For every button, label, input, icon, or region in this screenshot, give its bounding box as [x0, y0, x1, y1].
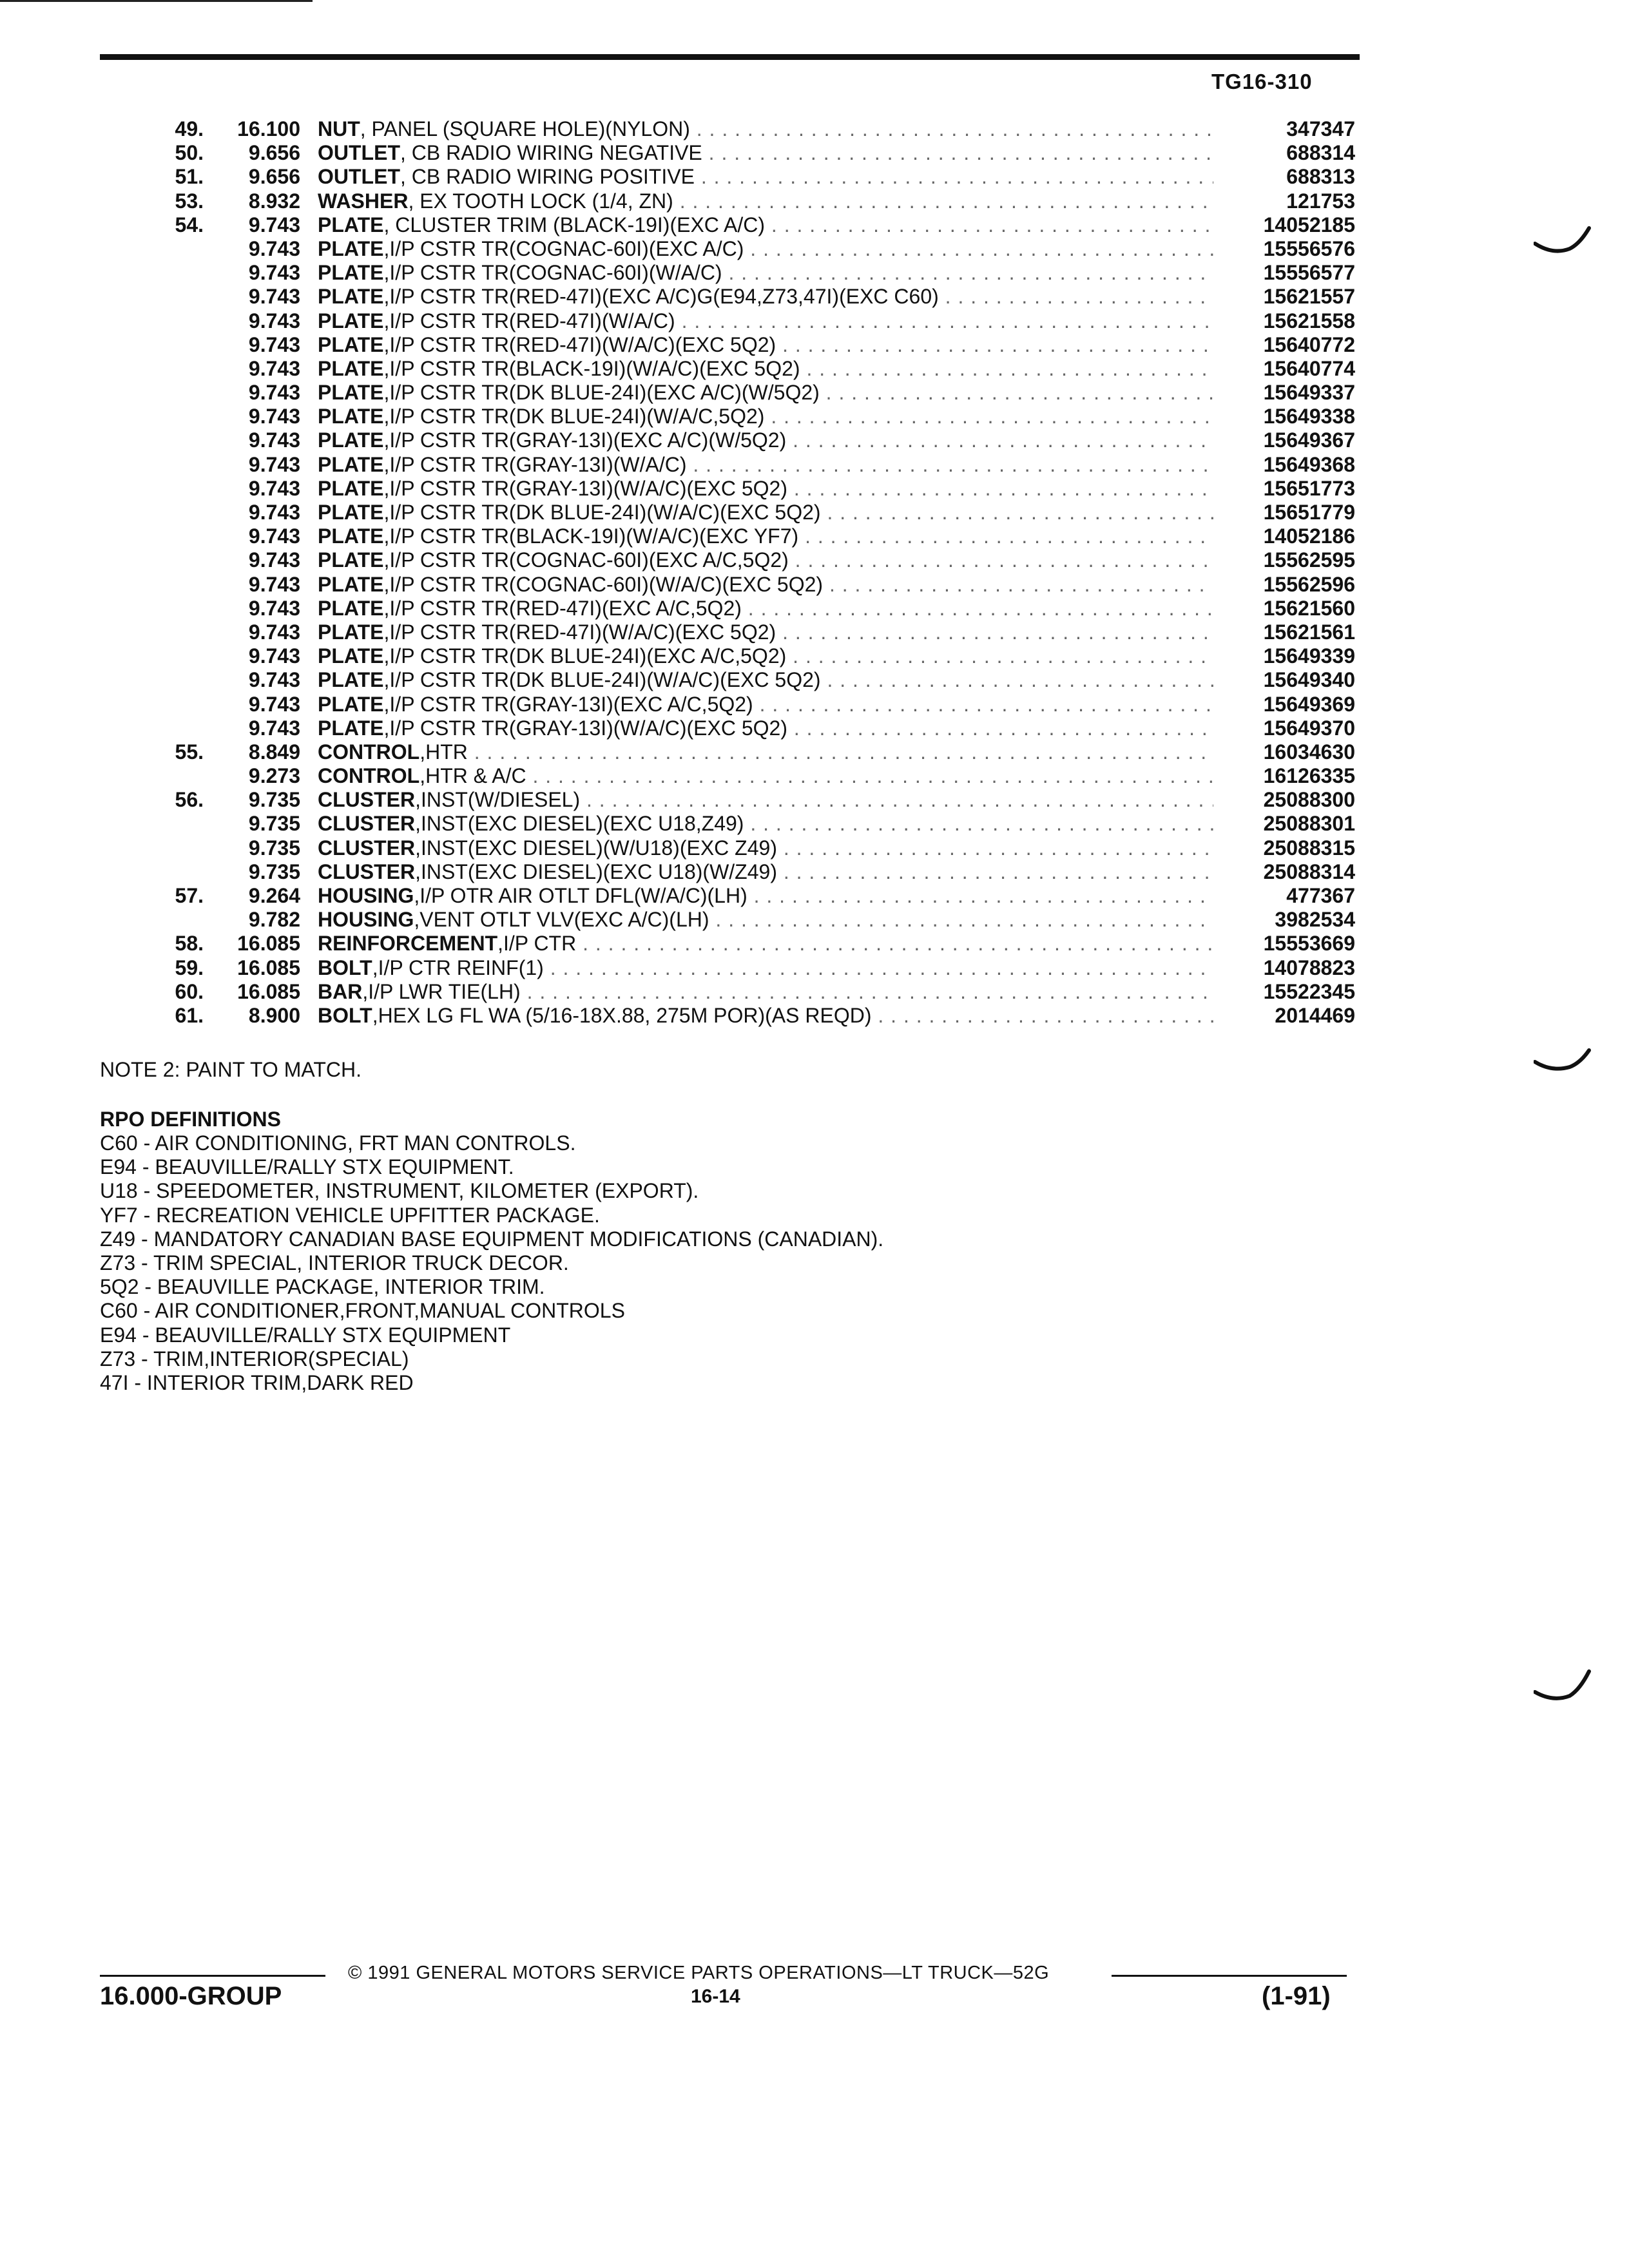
part-description	[318, 213, 1213, 237]
top-edge-rule	[0, 0, 313, 2]
rpo-definition: 47I - INTERIOR TRIM,DARK RED	[100, 1370, 414, 1394]
part-name: PLATE	[318, 476, 384, 500]
part-description	[318, 237, 1213, 261]
part-name: PLATE	[318, 548, 384, 572]
part-description	[318, 573, 1213, 597]
part-description	[318, 1004, 1213, 1028]
part-name: PLATE	[318, 236, 384, 260]
part-description	[318, 141, 1213, 165]
part-group-number: 9.264	[248, 884, 300, 907]
part-row	[0, 117, 1629, 141]
part-group-number: 9.743	[248, 524, 300, 548]
part-group-number: 9.743	[248, 452, 300, 476]
rpo-definition: E94 - BEAUVILLE/RALLY STX EQUIPMENT.	[100, 1155, 514, 1179]
part-ref-number: 50.	[175, 141, 204, 165]
part-description	[318, 884, 1213, 908]
part-detail: ,I/P CSTR TR(COGNAC-60I)(EXC A/C)	[383, 236, 744, 260]
part-number: 15651779	[1263, 501, 1355, 524]
part-description	[318, 908, 1213, 932]
part-description	[318, 381, 1213, 405]
part-row	[0, 788, 1629, 812]
part-row	[0, 740, 1629, 764]
part-group-number: 9.743	[248, 596, 300, 620]
part-description	[318, 980, 1213, 1004]
part-group-number: 9.743	[248, 213, 300, 236]
part-row	[0, 237, 1629, 261]
part-name: BAR	[318, 979, 363, 1003]
part-detail: ,I/P CSTR TR(COGNAC-60I)(W/A/C)(EXC 5Q2)	[383, 572, 824, 596]
part-number: 3982534	[1275, 908, 1355, 932]
part-detail: ,I/P CSTR TR(DK BLUE-24I)(EXC A/C)(W/5Q2)	[383, 381, 820, 405]
part-group-number: 9.743	[248, 381, 300, 405]
part-description	[318, 117, 1213, 141]
part-detail: ,I/P OTR AIR OTLT DFL(W/A/C)(LH)	[414, 884, 747, 907]
part-description	[318, 740, 1213, 764]
part-name: CONTROL	[318, 764, 420, 788]
part-group-number: 16.100	[237, 117, 300, 140]
part-detail: , EX TOOTH LOCK (1/4, ZN)	[408, 189, 673, 213]
part-name: PLATE	[318, 261, 384, 285]
part-detail: ,I/P CSTR TR(DK BLUE-24I)(W/A/C)(EXC 5Q2)	[383, 668, 821, 692]
part-number: 15649368	[1263, 452, 1355, 476]
part-name: HOUSING	[318, 908, 414, 932]
part-row	[0, 453, 1629, 477]
part-group-number: 9.743	[248, 548, 300, 572]
check-mark-icon	[1534, 1045, 1592, 1077]
part-number: 15649370	[1263, 716, 1355, 740]
rpo-definition: E94 - BEAUVILLE/RALLY STX EQUIPMENT	[100, 1323, 511, 1347]
part-name: PLATE	[318, 620, 384, 644]
part-description	[318, 405, 1213, 428]
part-group-number: 9.743	[248, 309, 300, 332]
part-row	[0, 597, 1629, 620]
part-description	[318, 812, 1213, 836]
part-detail: ,INST(EXC DIESEL)(W/U18)(EXC Z49)	[415, 836, 777, 860]
part-group-number: 9.743	[248, 620, 300, 644]
part-group-number: 9.743	[248, 692, 300, 716]
part-name: PLATE	[318, 405, 384, 428]
part-description	[318, 620, 1213, 644]
check-mark-icon	[1534, 226, 1592, 258]
part-description	[318, 261, 1213, 285]
part-row	[0, 860, 1629, 884]
part-detail: ,HTR	[419, 740, 468, 764]
part-group-number: 9.743	[248, 668, 300, 692]
part-description	[318, 501, 1213, 524]
part-row	[0, 141, 1629, 165]
part-name: PLATE	[318, 213, 384, 236]
part-ref-number: 57.	[175, 884, 204, 907]
part-name: PLATE	[318, 356, 384, 380]
part-row	[0, 884, 1629, 908]
part-number: 15621560	[1263, 596, 1355, 620]
part-name: PLATE	[318, 716, 384, 740]
part-group-number: 9.743	[248, 644, 300, 668]
part-group-number: 9.735	[248, 860, 300, 883]
part-detail: ,I/P LWR TIE(LH)	[362, 979, 521, 1003]
part-group-number: 9.743	[248, 285, 300, 309]
part-group-number: 9.656	[248, 165, 300, 189]
part-detail: ,I/P CSTR TR(RED-47I)(W/A/C)(EXC 5Q2)	[383, 620, 776, 644]
part-name: PLATE	[318, 572, 384, 596]
part-number: 15562596	[1263, 572, 1355, 596]
part-group-number: 9.735	[248, 788, 300, 812]
part-description	[318, 428, 1213, 452]
part-number: 15649340	[1263, 668, 1355, 692]
part-detail: , PANEL (SQUARE HOLE)(NYLON)	[360, 117, 690, 140]
part-number: 347347	[1286, 117, 1355, 140]
rpo-definitions-list	[100, 1131, 883, 1395]
part-description	[318, 477, 1213, 501]
part-name: PLATE	[318, 381, 384, 405]
part-description	[318, 764, 1213, 788]
part-detail: ,I/P CSTR TR(GRAY-13I)(EXC A/C)(W/5Q2)	[383, 428, 787, 452]
part-group-number: 16.085	[237, 956, 300, 979]
part-group-number: 9.735	[248, 836, 300, 860]
part-description	[318, 548, 1213, 572]
part-ref-number: 49.	[175, 117, 204, 140]
part-number: 121753	[1286, 189, 1355, 213]
rpo-definition: YF7 - RECREATION VEHICLE UPFITTER PACKAGE.	[100, 1203, 600, 1227]
part-group-number: 8.932	[248, 189, 300, 213]
part-ref-number: 59.	[175, 956, 204, 979]
part-row	[0, 764, 1629, 788]
part-name: WASHER	[318, 189, 409, 213]
part-detail: ,I/P CSTR TR(GRAY-13I)(W/A/C)(EXC 5Q2)	[383, 476, 787, 500]
part-description	[318, 309, 1213, 333]
part-number: 15522345	[1263, 979, 1355, 1003]
part-group-number: 9.743	[248, 236, 300, 260]
part-description	[318, 357, 1213, 381]
part-name: CLUSTER	[318, 860, 416, 883]
part-number: 25088315	[1263, 836, 1355, 860]
part-description	[318, 860, 1213, 884]
part-name: PLATE	[318, 332, 384, 356]
part-number: 14052185	[1263, 213, 1355, 236]
part-number: 15621557	[1263, 285, 1355, 309]
part-number: 15649339	[1263, 644, 1355, 668]
check-mark-icon	[1534, 1669, 1592, 1707]
part-group-number: 9.656	[248, 141, 300, 165]
part-row	[0, 333, 1629, 357]
part-description	[318, 285, 1213, 309]
part-name: OUTLET	[318, 141, 400, 165]
rpo-definition: Z73 - TRIM SPECIAL, INTERIOR TRUCK DECOR.	[100, 1251, 569, 1274]
part-description	[318, 693, 1213, 716]
part-group-number: 9.743	[248, 356, 300, 380]
part-name: BOLT	[318, 956, 372, 979]
part-number: 15556576	[1263, 236, 1355, 260]
part-name: PLATE	[318, 501, 384, 524]
part-row	[0, 836, 1629, 860]
parts-list	[0, 117, 1629, 1028]
part-group-number: 9.273	[248, 764, 300, 788]
part-name: REINFORCEMENT	[318, 932, 498, 956]
part-detail: ,I/P CSTR TR(DK BLUE-24I)(EXC A/C,5Q2)	[383, 644, 787, 668]
part-row	[0, 716, 1629, 740]
part-row	[0, 261, 1629, 285]
part-row	[0, 932, 1629, 956]
part-number: 15556577	[1263, 261, 1355, 285]
part-group-number: 9.735	[248, 812, 300, 836]
part-description	[318, 956, 1213, 980]
part-group-number: 9.743	[248, 405, 300, 428]
part-detail: ,VENT OTLT VLV(EXC A/C)(LH)	[414, 908, 709, 932]
part-detail: ,I/P CSTR TR(GRAY-13I)(W/A/C)(EXC 5Q2)	[383, 716, 787, 740]
note: NOTE 2: PAINT TO MATCH.	[100, 1058, 361, 1081]
part-detail: ,I/P CSTR TR(DK BLUE-24I)(W/A/C)(EXC 5Q2)	[383, 501, 821, 524]
part-number: 16034630	[1263, 740, 1355, 764]
header-rule	[100, 54, 1360, 60]
part-number: 15621561	[1263, 620, 1355, 644]
part-detail: ,I/P CSTR TR(RED-47I)(W/A/C)	[383, 309, 675, 332]
rpo-definition: U18 - SPEEDOMETER, INSTRUMENT, KILOMETER (EXPORT).	[100, 1179, 699, 1203]
part-group-number: 16.085	[237, 979, 300, 1003]
part-description	[318, 189, 1213, 213]
part-name: CONTROL	[318, 740, 420, 764]
part-row	[0, 477, 1629, 501]
part-number: 688313	[1286, 165, 1355, 189]
part-row	[0, 309, 1629, 333]
part-group-number: 9.743	[248, 501, 300, 524]
part-number: 15640772	[1263, 332, 1355, 356]
part-name: PLATE	[318, 596, 384, 620]
part-name: PLATE	[318, 428, 384, 452]
part-detail: ,INST(EXC DIESEL)(EXC U18,Z49)	[415, 812, 744, 836]
part-number: 688314	[1286, 141, 1355, 165]
part-name: PLATE	[318, 668, 384, 692]
part-group-number: 9.743	[248, 332, 300, 356]
part-group-number: 8.849	[248, 740, 300, 764]
part-description	[318, 453, 1213, 477]
part-number: 25088314	[1263, 860, 1355, 883]
part-row	[0, 620, 1629, 644]
part-name: PLATE	[318, 309, 384, 332]
part-row	[0, 980, 1629, 1004]
part-ref-number: 54.	[175, 213, 204, 236]
part-name: BOLT	[318, 1003, 372, 1027]
part-description	[318, 644, 1213, 668]
part-ref-number: 58.	[175, 932, 204, 956]
part-description	[318, 932, 1213, 956]
part-group-number: 9.743	[248, 572, 300, 596]
part-description	[318, 524, 1213, 548]
part-detail: ,I/P CSTR TR(RED-47I)(EXC A/C,5Q2)	[383, 596, 742, 620]
part-group-number: 9.782	[248, 908, 300, 932]
part-ref-number: 51.	[175, 165, 204, 189]
part-row	[0, 548, 1629, 572]
part-number: 15649337	[1263, 381, 1355, 405]
part-number: 14078823	[1263, 956, 1355, 979]
part-group-number: 9.743	[248, 476, 300, 500]
part-group-number: 9.743	[248, 428, 300, 452]
part-group-number: 9.743	[248, 261, 300, 285]
part-name: HOUSING	[318, 884, 414, 907]
part-name: PLATE	[318, 692, 384, 716]
part-detail: ,I/P CSTR TR(BLACK-19I)(W/A/C)(EXC YF7)	[383, 524, 799, 548]
part-row	[0, 405, 1629, 428]
part-description	[318, 836, 1213, 860]
part-number: 2014469	[1275, 1003, 1355, 1027]
part-number: 25088300	[1263, 788, 1355, 812]
part-number: 14052186	[1263, 524, 1355, 548]
part-detail: , CB RADIO WIRING NEGATIVE	[400, 141, 702, 165]
part-name: CLUSTER	[318, 836, 416, 860]
part-ref-number: 56.	[175, 788, 204, 812]
part-number: 15562595	[1263, 548, 1355, 572]
footer-group: 16.000-GROUP	[100, 1982, 282, 2010]
part-name: PLATE	[318, 644, 384, 668]
part-name: PLATE	[318, 524, 384, 548]
part-number: 477367	[1286, 884, 1355, 907]
part-row	[0, 189, 1629, 213]
part-row	[0, 668, 1629, 692]
part-row	[0, 428, 1629, 452]
part-detail: , CB RADIO WIRING POSITIVE	[400, 165, 695, 189]
part-row	[0, 213, 1629, 237]
part-row	[0, 285, 1629, 309]
part-ref-number: 61.	[175, 1003, 204, 1027]
part-row	[0, 381, 1629, 405]
part-row	[0, 524, 1629, 548]
part-description	[318, 165, 1213, 189]
page-id: TG16-310	[1211, 70, 1313, 93]
part-number: 15649367	[1263, 428, 1355, 452]
part-number: 15651773	[1263, 476, 1355, 500]
part-row	[0, 165, 1629, 189]
part-detail: ,I/P CSTR TR(DK BLUE-24I)(W/A/C,5Q2)	[383, 405, 765, 428]
part-name: CLUSTER	[318, 788, 416, 812]
part-ref-number: 55.	[175, 740, 204, 764]
footer-rule-left	[100, 1975, 325, 1977]
rpo-definition: Z73 - TRIM,INTERIOR(SPECIAL)	[100, 1347, 409, 1370]
part-group-number: 8.900	[248, 1003, 300, 1027]
part-ref-number: 53.	[175, 189, 204, 213]
part-row	[0, 956, 1629, 980]
part-detail: ,HEX LG FL WA (5/16-18X.88, 275M POR)(AS REQD)	[372, 1003, 872, 1027]
part-group-number: 9.743	[248, 716, 300, 740]
rpo-definition: C60 - AIR CONDITIONING, FRT MAN CONTROLS.	[100, 1131, 576, 1155]
part-row	[0, 357, 1629, 381]
part-row	[0, 573, 1629, 597]
part-row	[0, 693, 1629, 716]
part-number: 15640774	[1263, 356, 1355, 380]
part-detail: ,INST(EXC DIESEL)(EXC U18)(W/Z49)	[415, 860, 777, 883]
rpo-title: RPO DEFINITIONS	[100, 1108, 281, 1131]
part-detail: ,HTR & A/C	[419, 764, 526, 788]
rpo-definition: 5Q2 - BEAUVILLE PACKAGE, INTERIOR TRIM.	[100, 1275, 545, 1299]
part-number: 16126335	[1263, 764, 1355, 788]
footer-copyright: © 1991 GENERAL MOTORS SERVICE PARTS OPERATIONS—LT TRUCK—52G	[348, 1963, 1050, 1983]
footer-page-number: 16-14	[691, 1986, 740, 2007]
part-name: OUTLET	[318, 165, 400, 189]
part-detail: ,I/P CSTR TR(GRAY-13I)(EXC A/C,5Q2)	[383, 692, 753, 716]
part-detail: ,INST(W/DIESEL)	[415, 788, 581, 812]
part-description	[318, 788, 1213, 812]
part-detail: ,I/P CSTR TR(GRAY-13I)(W/A/C)	[383, 452, 687, 476]
part-detail: ,I/P CSTR TR(RED-47I)(EXC A/C)G(E94,Z73,47I)(EXC C60)	[383, 285, 939, 309]
part-detail: ,I/P CTR REINF(1)	[372, 956, 544, 979]
part-number: 15649338	[1263, 405, 1355, 428]
part-detail: ,I/P CSTR TR(COGNAC-60I)(W/A/C)	[383, 261, 722, 285]
part-description	[318, 716, 1213, 740]
part-number: 25088301	[1263, 812, 1355, 836]
part-row	[0, 812, 1629, 836]
part-row	[0, 908, 1629, 932]
part-detail: ,I/P CSTR TR(RED-47I)(W/A/C)(EXC 5Q2)	[383, 332, 776, 356]
rpo-definition: Z49 - MANDATORY CANADIAN BASE EQUIPMENT MODIFICATIONS (CANADIAN).	[100, 1227, 884, 1251]
part-detail: ,I/P CTR	[497, 932, 577, 956]
part-description	[318, 597, 1213, 620]
part-row	[0, 644, 1629, 668]
part-number: 15553669	[1263, 932, 1355, 956]
part-row	[0, 1004, 1629, 1028]
part-name: NUT	[318, 117, 360, 140]
part-name: PLATE	[318, 285, 384, 309]
part-description	[318, 668, 1213, 692]
part-detail: ,I/P CSTR TR(COGNAC-60I)(EXC A/C,5Q2)	[383, 548, 789, 572]
part-detail: ,I/P CSTR TR(BLACK-19I)(W/A/C)(EXC 5Q2)	[383, 356, 800, 380]
part-name: PLATE	[318, 452, 384, 476]
part-group-number: 16.085	[237, 932, 300, 956]
part-ref-number: 60.	[175, 979, 204, 1003]
part-description	[318, 333, 1213, 357]
part-detail: , CLUSTER TRIM (BLACK-19I)(EXC A/C)	[383, 213, 766, 236]
part-name: CLUSTER	[318, 812, 416, 836]
part-row	[0, 501, 1629, 524]
footer-date: (1-91)	[1262, 1982, 1331, 2010]
rpo-definition: C60 - AIR CONDITIONER,FRONT,MANUAL CONTROLS	[100, 1299, 625, 1323]
part-number: 15621558	[1263, 309, 1355, 332]
footer-rule-right	[1112, 1975, 1347, 1977]
part-number: 15649369	[1263, 692, 1355, 716]
